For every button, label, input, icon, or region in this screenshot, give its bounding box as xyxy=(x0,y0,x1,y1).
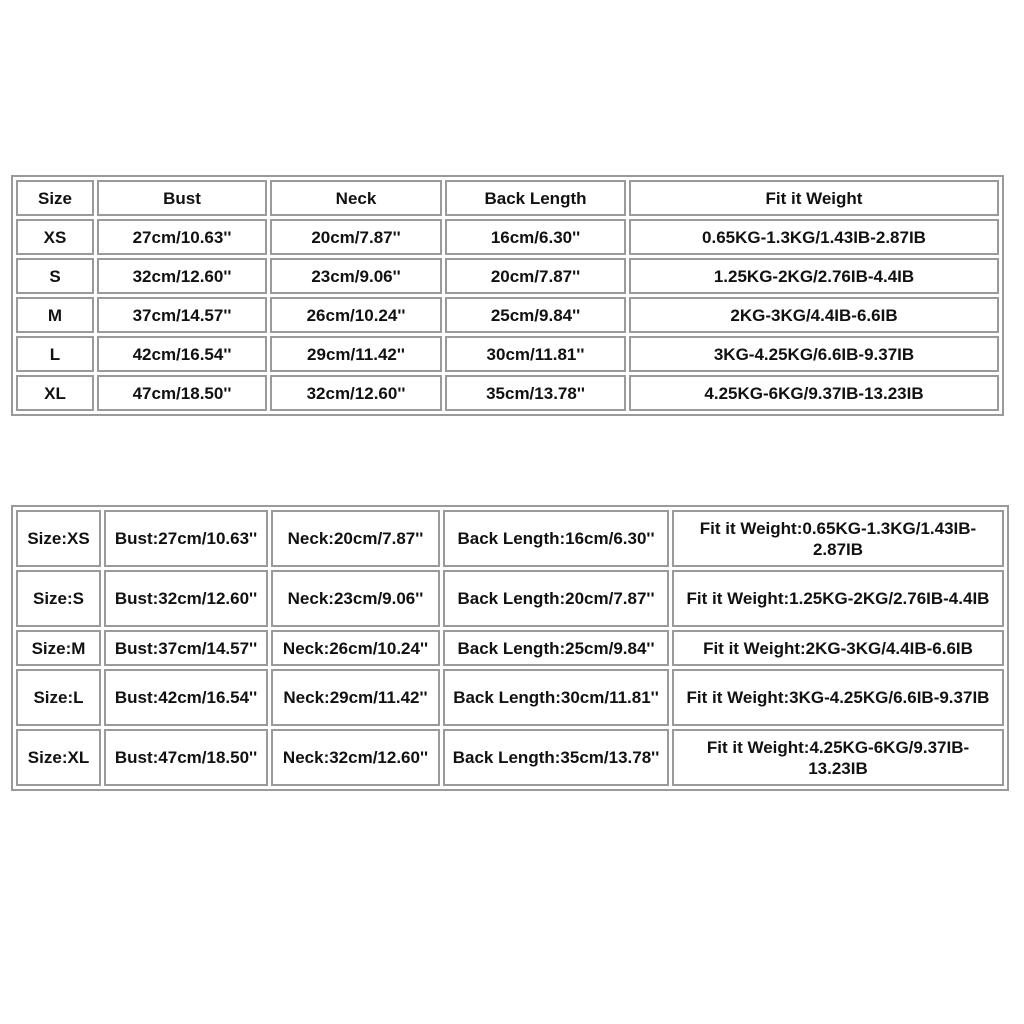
cell-size: M xyxy=(16,297,94,333)
cell-bust: 47cm/18.50'' xyxy=(97,375,267,411)
cell-back-length: Back Length:20cm/7.87'' xyxy=(443,570,669,627)
cell-bust: Bust:37cm/14.57'' xyxy=(104,630,268,666)
cell-fit-weight: Fit it Weight:2KG-3KG/4.4IB-6.6IB xyxy=(672,630,1004,666)
table-header-row xyxy=(16,180,999,216)
header-neck: Neck xyxy=(270,180,442,216)
table-row xyxy=(16,297,999,333)
table-row xyxy=(16,375,999,411)
cell-neck: Neck:32cm/12.60'' xyxy=(271,729,440,786)
cell-fit-weight: 3KG-4.25KG/6.6IB-9.37IB xyxy=(629,336,999,372)
cell-fit-weight: Fit it Weight:1.25KG-2KG/2.76IB-4.4IB xyxy=(672,570,1004,627)
cell-bust: Bust:32cm/12.60'' xyxy=(104,570,268,627)
header-size: Size xyxy=(16,180,94,216)
cell-back-length: 30cm/11.81'' xyxy=(445,336,626,372)
cell-size: Size:L xyxy=(16,669,101,726)
cell-bust: 42cm/16.54'' xyxy=(97,336,267,372)
cell-back-length: Back Length:25cm/9.84'' xyxy=(443,630,669,666)
cell-neck: 23cm/9.06'' xyxy=(270,258,442,294)
table-row xyxy=(16,570,1004,627)
cell-back-length: 25cm/9.84'' xyxy=(445,297,626,333)
cell-bust: 32cm/12.60'' xyxy=(97,258,267,294)
cell-size: Size:XL xyxy=(16,729,101,786)
cell-neck: Neck:29cm/11.42'' xyxy=(271,669,440,726)
cell-fit-weight: Fit it Weight:3KG-4.25KG/6.6IB-9.37IB xyxy=(672,669,1004,726)
table-row xyxy=(16,219,999,255)
size-chart-table xyxy=(11,175,1004,416)
cell-fit-weight: 4.25KG-6KG/9.37IB-13.23IB xyxy=(629,375,999,411)
cell-size: L xyxy=(16,336,94,372)
cell-bust: Bust:47cm/18.50'' xyxy=(104,729,268,786)
cell-neck: Neck:20cm/7.87'' xyxy=(271,510,440,567)
table-row xyxy=(16,258,999,294)
cell-bust: Bust:27cm/10.63'' xyxy=(104,510,268,567)
cell-neck: 20cm/7.87'' xyxy=(270,219,442,255)
cell-back-length: Back Length:16cm/6.30'' xyxy=(443,510,669,567)
cell-size: Size:M xyxy=(16,630,101,666)
cell-size: XL xyxy=(16,375,94,411)
cell-size: XS xyxy=(16,219,94,255)
cell-neck: Neck:23cm/9.06'' xyxy=(271,570,440,627)
table-row xyxy=(16,336,999,372)
cell-bust: 37cm/14.57'' xyxy=(97,297,267,333)
cell-neck: Neck:26cm/10.24'' xyxy=(271,630,440,666)
cell-neck: 26cm/10.24'' xyxy=(270,297,442,333)
cell-fit-weight: Fit it Weight:4.25KG-6KG/9.37IB-13.23IB xyxy=(672,729,1004,786)
cell-back-length: 35cm/13.78'' xyxy=(445,375,626,411)
header-bust: Bust xyxy=(97,180,267,216)
cell-neck: 32cm/12.60'' xyxy=(270,375,442,411)
cell-size: S xyxy=(16,258,94,294)
header-fit-weight: Fit it Weight xyxy=(629,180,999,216)
cell-bust: Bust:42cm/16.54'' xyxy=(104,669,268,726)
table-row xyxy=(16,729,1004,786)
table-row xyxy=(16,630,1004,666)
cell-fit-weight: 0.65KG-1.3KG/1.43IB-2.87IB xyxy=(629,219,999,255)
cell-back-length: 16cm/6.30'' xyxy=(445,219,626,255)
cell-fit-weight: 2KG-3KG/4.4IB-6.6IB xyxy=(629,297,999,333)
cell-bust: 27cm/10.63'' xyxy=(97,219,267,255)
cell-back-length: Back Length:30cm/11.81'' xyxy=(443,669,669,726)
table-row xyxy=(16,510,1004,567)
cell-fit-weight: 1.25KG-2KG/2.76IB-4.4IB xyxy=(629,258,999,294)
cell-back-length: 20cm/7.87'' xyxy=(445,258,626,294)
cell-size: Size:XS xyxy=(16,510,101,567)
table-row xyxy=(16,669,1004,726)
cell-size: Size:S xyxy=(16,570,101,627)
header-back-length: Back Length xyxy=(445,180,626,216)
cell-fit-weight: Fit it Weight:0.65KG-1.3KG/1.43IB-2.87IB xyxy=(672,510,1004,567)
cell-neck: 29cm/11.42'' xyxy=(270,336,442,372)
labelled-size-chart-table xyxy=(11,505,1009,791)
cell-back-length: Back Length:35cm/13.78'' xyxy=(443,729,669,786)
